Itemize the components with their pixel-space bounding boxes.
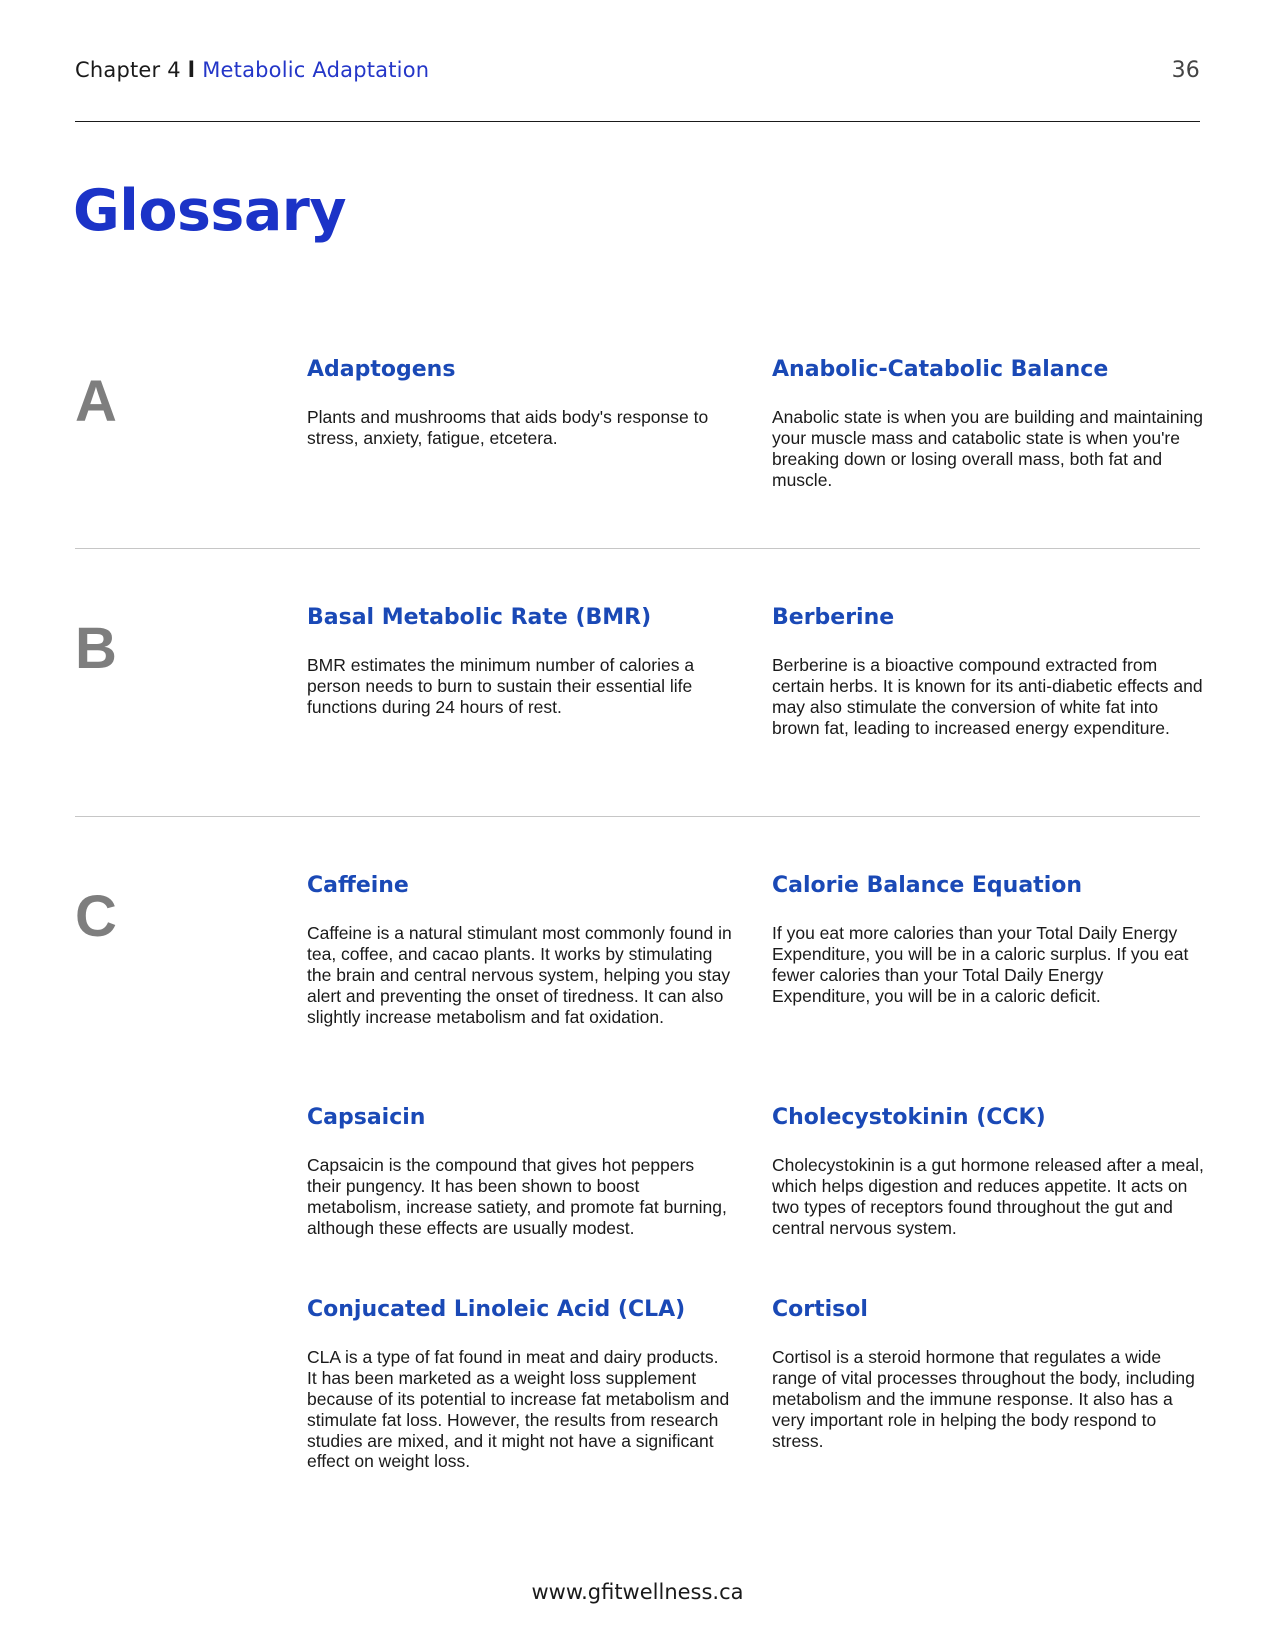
glossary-term: Conjucated Linoleic Acid (CLA) [307,1297,686,1322]
glossary-definition: Plants and mushrooms that aids body's response to stress, anxiety, fatigue, etcetera. [307,407,709,449]
section-letter-c: C [75,884,117,949]
page-header [75,58,1200,88]
glossary-term: Caffeine [307,873,409,898]
glossary-definition: If you eat more calories than your Total Daily Energy Expenditure, you will be in a caloric surplus. If you eat fewer calories than your Total Daily Energy Expenditure, you will be in a caloric deficit. [772,923,1189,1006]
glossary-definition: BMR estimates the minimum number of calories a person needs to burn to sustain their essential life functions during 24 hours of rest. [307,655,695,717]
glossary-entry [772,1297,1204,1451]
chapter-label: Chapter 4 [75,58,181,82]
section-divider [75,816,1200,817]
glossary-definition: Caffeine is a natural stimulant most commonly found in tea, coffee, and cacao plants. It works by stimulating the brain and central nervous system, helping you stay alert and preventing the onset of tiredness. It can also slightly increase metabolism and fat oxidation. [307,923,732,1027]
glossary-entry [772,1105,1204,1239]
section-divider [75,548,1200,549]
header-divider [75,121,1200,122]
glossary-definition: Capsaicin is the compound that gives hot peppers their pungency. It has been shown to boost metabolism, increase satiety, and promote fat burning, although these effects are usually modest. [307,1155,727,1238]
page-title: Glossary [73,178,347,244]
glossary-entry [772,357,1204,491]
glossary-entry [772,873,1204,1007]
glossary-entry [307,357,732,449]
glossary-definition: Cortisol is a steroid hormone that regulates a wide range of vital processes throughout the body, including metabolism and the immune response. It also has a very important role in helping the body respond to stress. [772,1347,1195,1451]
header-separator: l [187,58,196,82]
glossary-entry [307,1105,732,1239]
section-letter-a: A [75,369,117,434]
glossary-entry [772,605,1204,739]
page-number: 36 [1171,58,1200,83]
glossary-entry [307,1297,732,1472]
glossary-term: Berberine [772,605,895,630]
glossary-term: Capsaicin [307,1105,426,1130]
chapter-title: Metabolic Adaptation [202,58,430,82]
glossary-term: Adaptogens [307,357,456,382]
glossary-entry [307,873,732,1027]
glossary-definition: CLA is a type of fat found in meat and dairy products. It has been marketed as a weight loss supplement because of its potential to increase fat metabolism and stimulate fat loss. However, the results from research studies are mixed, and it might not have a significant effect on weight loss. [307,1347,730,1472]
glossary-term: Calorie Balance Equation [772,873,1083,898]
glossary-term: Basal Metabolic Rate (BMR) [307,605,652,630]
footer-website: www.gfitwellness.ca [531,1580,744,1604]
glossary-definition: Berberine is a bioactive compound extracted from certain herbs. It is known for its anti-diabetic effects and may also stimulate the conversion of white fat into brown fat, leading to increased energy expenditure. [772,655,1203,738]
glossary-definition: Anabolic state is when you are building and maintaining your muscle mass and catabolic state is when you're breaking down or losing overall mass, both fat and muscle. [772,407,1203,490]
glossary-term: Cholecystokinin (CCK) [772,1105,1046,1130]
glossary-term: Cortisol [772,1297,868,1322]
glossary-term: Anabolic-Catabolic Balance [772,357,1109,382]
glossary-definition: Cholecystokinin is a gut hormone released after a meal, which helps digestion and reduces appetite. It acts on two types of receptors found throughout the gut and central nervous system. [772,1155,1204,1238]
section-letter-b: B [75,616,117,681]
glossary-entry [307,605,732,718]
